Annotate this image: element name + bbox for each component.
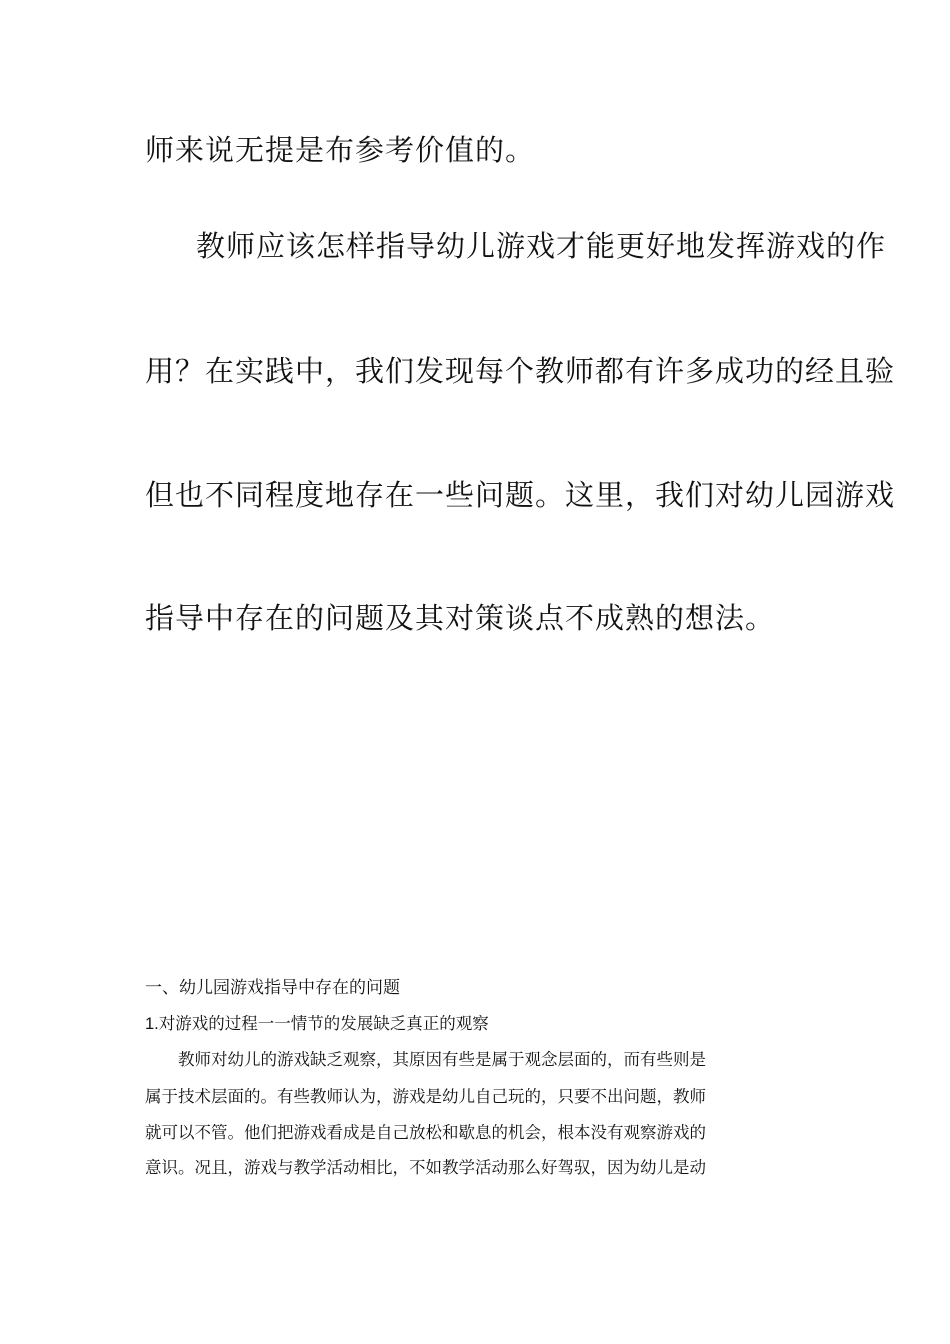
intro-line-2: 教师应该怎样指导幼儿游戏才能更好地发挥游戏的作: [196, 229, 887, 263]
body-line-4: 意识。况且，游戏与教学活动相比，不如教学活动那么好驾驭，因为幼儿是动: [145, 1158, 706, 1177]
subsection-title: 对游戏的过程一一情节的发展缺乏真正的观察: [158, 1014, 489, 1033]
section-heading: 一、幼儿园游戏指导中存在的问题: [145, 978, 400, 998]
body-line-3: 就可以不管。他们把游戏看成是自己放松和歇息的机会，根本没有观察游戏的: [145, 1123, 706, 1142]
intro-line-1: 师来说无提是布参考价值的。: [145, 133, 536, 167]
intro-line-4: 但也不同程度地存在一些问题。这里，我们对幼儿园游戏: [145, 478, 896, 512]
body-line-2: 属于技术层面的。有些教师认为，游戏是幼儿自己玩的，只要不出问题，教师: [145, 1087, 706, 1106]
intro-line-3: 用？在实践中，我们发现每个教师都有许多成功的经且验: [145, 354, 896, 388]
subsection-number: 1.: [145, 1015, 159, 1033]
intro-line-5: 指导中存在的问题及其对策谈点不成熟的想法。: [145, 601, 776, 635]
subsection-heading: [145, 1013, 810, 1035]
body-line-1: 教师对幼儿的游戏缺乏观察，其原因有些是属于观念层面的，而有些则是: [178, 1050, 706, 1069]
